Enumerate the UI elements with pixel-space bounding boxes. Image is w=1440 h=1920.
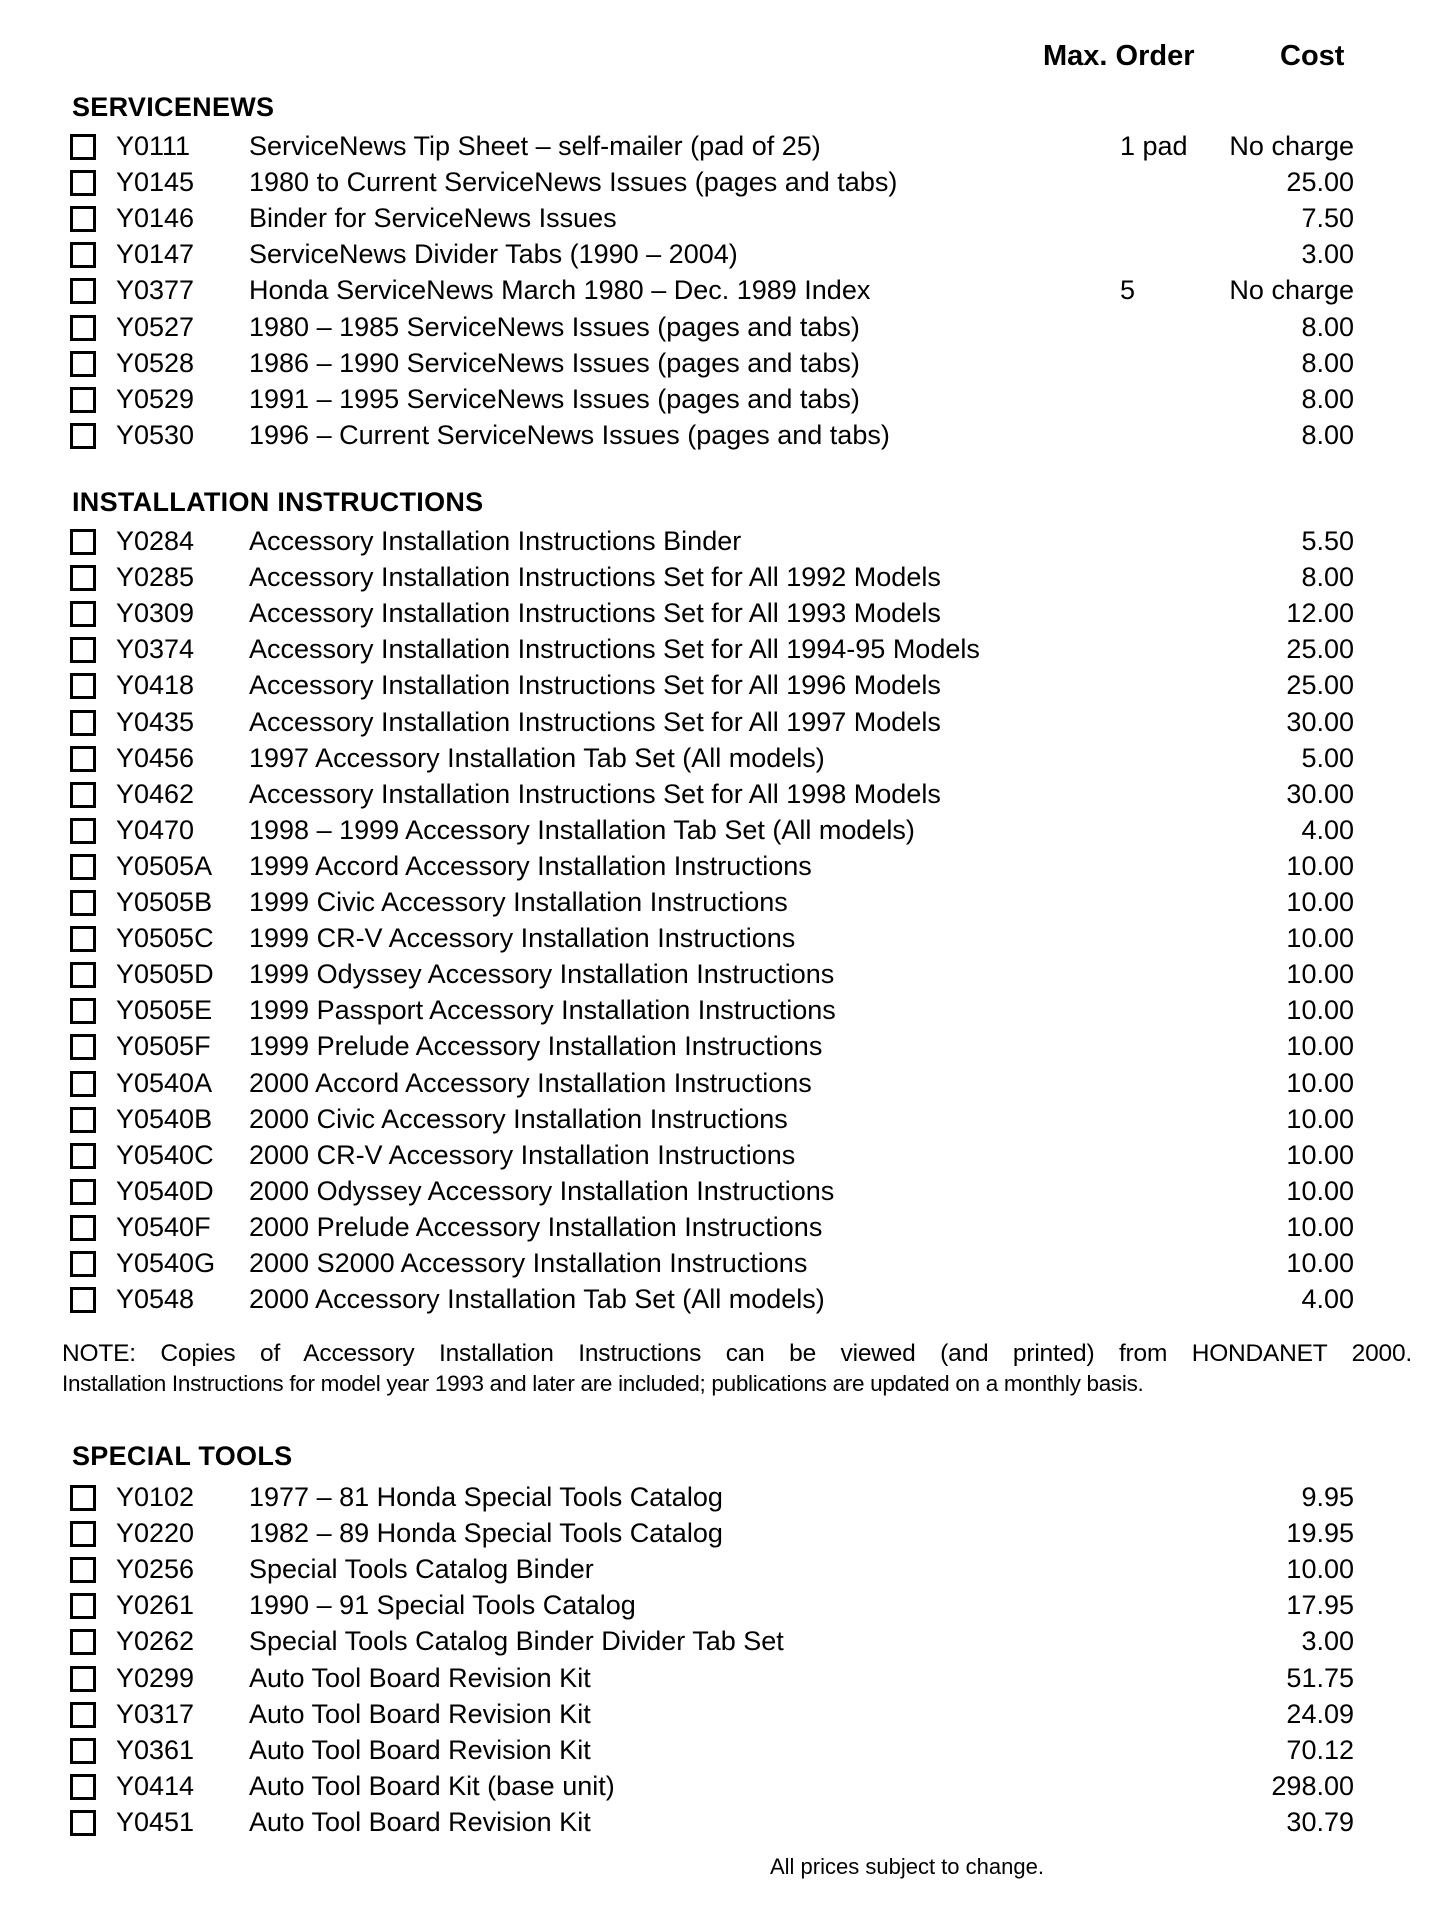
- item-code: Y0317: [116, 1698, 195, 1729]
- item-max-order: 5: [1120, 275, 1136, 306]
- order-item-row: [0, 1732, 1440, 1768]
- order-checkbox[interactable]: [70, 1738, 96, 1764]
- item-cost: 17.95: [1286, 1590, 1354, 1621]
- item-description: 1999 Passport Accessory Installation Instructions: [249, 995, 836, 1026]
- item-description: Special Tools Catalog Binder Divider Tab Set: [249, 1626, 784, 1657]
- item-cost: 9.95: [1301, 1482, 1354, 1512]
- order-checkbox[interactable]: [70, 1629, 96, 1655]
- order-item-row: [0, 559, 1440, 595]
- item-code: Y0505A: [116, 850, 213, 881]
- order-checkbox[interactable]: [70, 601, 96, 627]
- item-description: 1990 – 91 Special Tools Catalog: [249, 1590, 636, 1621]
- item-description: Accessory Installation Instructions Set for All 1997 Models: [249, 706, 941, 737]
- order-item-row: [0, 381, 1440, 417]
- order-item-row: [0, 1515, 1440, 1551]
- item-cost: 10.00: [1286, 1175, 1354, 1206]
- section-title: SPECIAL TOOLS: [72, 1441, 293, 1471]
- item-code: Y0256: [116, 1554, 195, 1585]
- item-code: Y0529: [116, 383, 195, 414]
- item-cost: 10.00: [1286, 1067, 1354, 1098]
- item-code: Y0374: [116, 634, 195, 665]
- item-cost: 3.00: [1301, 239, 1354, 270]
- order-item-row: [0, 1028, 1440, 1064]
- item-description: Auto Tool Board Revision Kit: [249, 1806, 591, 1837]
- item-code: Y0285: [116, 562, 195, 593]
- item-description: 1996 – Current ServiceNews Issues (pages and tabs): [249, 419, 890, 450]
- item-description: 2000 Accord Accessory Installation Instructions: [249, 1067, 812, 1098]
- order-item-row: [0, 848, 1440, 884]
- item-code: Y0435: [116, 706, 195, 737]
- item-code: Y0540A: [116, 1067, 213, 1098]
- item-cost: 12.00: [1286, 598, 1354, 629]
- order-checkbox[interactable]: [70, 1107, 96, 1133]
- item-description: 2000 Accessory Installation Tab Set (All models): [249, 1284, 825, 1315]
- item-code: Y0284: [116, 526, 195, 556]
- order-item-row: [0, 884, 1440, 920]
- order-checkbox[interactable]: [70, 1810, 96, 1836]
- order-item-row: [0, 1696, 1440, 1732]
- order-checkbox[interactable]: [70, 746, 96, 772]
- order-item-row: [0, 128, 1440, 164]
- order-checkbox[interactable]: [70, 1034, 96, 1060]
- order-item-row: [0, 1245, 1440, 1281]
- item-code: Y0451: [116, 1806, 195, 1837]
- item-cost: 10.00: [1286, 1554, 1354, 1585]
- order-checkbox[interactable]: [70, 1666, 96, 1692]
- order-item-row: [0, 1065, 1440, 1101]
- item-cost: 5.00: [1301, 742, 1354, 773]
- item-description: 1997 Accessory Installation Tab Set (All models): [249, 742, 825, 773]
- item-description: 1999 Prelude Accessory Installation Instructions: [249, 1031, 823, 1062]
- order-item-row: [0, 631, 1440, 667]
- item-description: 1991 – 1995 ServiceNews Issues (pages and tabs): [249, 383, 860, 414]
- item-cost: 298.00: [1271, 1770, 1354, 1801]
- order-item-row: [0, 704, 1440, 740]
- order-item-row: [0, 920, 1440, 956]
- order-item-row: [0, 1281, 1440, 1317]
- order-item-row: [0, 667, 1440, 703]
- item-code: Y0111: [116, 131, 191, 161]
- item-code: Y0147: [116, 239, 195, 270]
- item-cost: 10.00: [1286, 923, 1354, 954]
- order-checkbox[interactable]: [70, 1251, 96, 1277]
- item-code: Y0146: [116, 203, 195, 234]
- item-code: Y0540G: [116, 1248, 216, 1278]
- order-checkbox[interactable]: [70, 134, 96, 160]
- order-checkbox[interactable]: [70, 1143, 96, 1169]
- order-item-row: [0, 200, 1440, 236]
- order-item-row: [0, 1209, 1440, 1245]
- order-checkbox[interactable]: [70, 926, 96, 952]
- order-checkbox[interactable]: [70, 890, 96, 916]
- column-header-cost: Cost: [1280, 40, 1345, 72]
- order-item-row: [0, 776, 1440, 812]
- item-description: Binder for ServiceNews Issues: [249, 203, 617, 234]
- order-checkbox[interactable]: [70, 962, 96, 988]
- order-checkbox[interactable]: [70, 206, 96, 232]
- order-checkbox[interactable]: [70, 637, 96, 663]
- item-code: Y0540F: [116, 1211, 211, 1242]
- order-item-row: [0, 1137, 1440, 1173]
- item-code: Y0102: [116, 1482, 195, 1512]
- item-cost: 4.00: [1301, 814, 1354, 845]
- order-item-row: [0, 1768, 1440, 1804]
- item-code: Y0377: [116, 275, 195, 306]
- item-code: Y0414: [116, 1770, 195, 1801]
- order-checkbox[interactable]: [70, 1702, 96, 1728]
- item-cost: 25.00: [1286, 634, 1354, 665]
- order-item-row: [0, 812, 1440, 848]
- item-code: Y0505B: [116, 887, 213, 917]
- section-title: INSTALLATION INSTRUCTIONS: [72, 487, 484, 517]
- item-code: Y0530: [116, 419, 195, 450]
- order-item-row: [0, 1623, 1440, 1659]
- item-description: Auto Tool Board Revision Kit: [249, 1662, 591, 1693]
- order-checkbox[interactable]: [70, 1071, 96, 1097]
- item-description: 1999 Odyssey Accessory Installation Instructions: [249, 959, 835, 990]
- item-description: 2000 S2000 Accessory Installation Instructions: [249, 1248, 808, 1278]
- item-cost: 51.75: [1286, 1662, 1354, 1693]
- item-description: Accessory Installation Instructions Binder: [249, 526, 742, 556]
- order-checkbox[interactable]: [70, 1179, 96, 1205]
- item-code: Y0528: [116, 347, 195, 378]
- order-checkbox[interactable]: [70, 387, 96, 413]
- item-cost: 25.00: [1286, 167, 1354, 198]
- item-description: Accessory Installation Instructions Set for All 1996 Models: [249, 670, 941, 701]
- note-line-1: NOTE: Copies of Accessory Installation Instructions can be viewed (and printed) from HONDANET 2000.: [62, 1340, 1412, 1367]
- order-item-row: [0, 417, 1440, 453]
- order-checkbox[interactable]: [70, 1774, 96, 1800]
- item-description: Accessory Installation Instructions Set for All 1992 Models: [249, 562, 941, 593]
- order-item-row: [0, 523, 1440, 559]
- item-code: Y0540D: [116, 1175, 214, 1206]
- note-line-2: Installation Instructions for model year 1993 and later are included; publications are updated on a monthly basis.: [62, 1371, 1144, 1396]
- order-checkbox[interactable]: [70, 782, 96, 808]
- item-description: Auto Tool Board Revision Kit: [249, 1734, 591, 1765]
- item-cost: 4.00: [1301, 1284, 1354, 1315]
- order-item-row: [0, 1804, 1440, 1840]
- item-code: Y0540C: [116, 1139, 214, 1170]
- order-checkbox[interactable]: [70, 529, 96, 555]
- order-checkbox[interactable]: [70, 998, 96, 1024]
- item-code: Y0505E: [116, 995, 213, 1026]
- item-cost: No charge: [1229, 131, 1354, 161]
- item-description: Auto Tool Board Revision Kit: [249, 1698, 591, 1729]
- order-checkbox[interactable]: [70, 565, 96, 591]
- section-title: SERVICENEWS: [72, 92, 275, 122]
- item-description: 1999 Accord Accessory Installation Instructions: [249, 850, 812, 881]
- item-code: Y0456: [116, 742, 195, 773]
- order-item-row: [0, 1173, 1440, 1209]
- item-code: Y0309: [116, 598, 195, 629]
- item-description: Special Tools Catalog Binder: [249, 1554, 594, 1585]
- order-checkbox[interactable]: [70, 315, 96, 341]
- item-description: Accessory Installation Instructions Set for All 1993 Models: [249, 598, 941, 629]
- item-cost: 8.00: [1301, 311, 1354, 342]
- item-code: Y0505C: [116, 923, 214, 954]
- order-item-row: [0, 345, 1440, 381]
- order-checkbox[interactable]: [70, 1215, 96, 1241]
- order-checkbox[interactable]: [70, 1287, 96, 1313]
- item-code: Y0505F: [116, 1031, 211, 1062]
- item-description: 1998 – 1999 Accessory Installation Tab Set (All models): [249, 814, 915, 845]
- item-code: Y0462: [116, 778, 195, 809]
- item-cost: 7.50: [1301, 203, 1354, 234]
- item-description: Honda ServiceNews March 1980 – Dec. 1989 Index: [249, 275, 871, 306]
- item-cost: No charge: [1229, 275, 1354, 306]
- order-item-row: [0, 1101, 1440, 1137]
- item-code: Y0505D: [116, 959, 214, 990]
- item-code: Y0418: [116, 670, 195, 701]
- item-description: 1999 CR-V Accessory Installation Instructions: [249, 923, 796, 954]
- footer-disclaimer: All prices subject to change.: [770, 1854, 1044, 1879]
- order-checkbox[interactable]: [70, 278, 96, 304]
- item-cost: 30.00: [1286, 706, 1354, 737]
- order-checkbox[interactable]: [70, 854, 96, 880]
- item-description: Auto Tool Board Kit (base unit): [249, 1770, 615, 1801]
- item-cost: 70.12: [1286, 1734, 1354, 1765]
- item-cost: 24.09: [1286, 1698, 1354, 1729]
- item-code: Y0470: [116, 814, 195, 845]
- item-description: 1982 – 89 Honda Special Tools Catalog: [249, 1518, 723, 1549]
- item-cost: 10.00: [1286, 1031, 1354, 1062]
- item-cost: 10.00: [1286, 850, 1354, 881]
- item-cost: 19.95: [1286, 1518, 1354, 1549]
- item-code: Y0262: [116, 1626, 195, 1657]
- item-description: 1980 – 1985 ServiceNews Issues (pages and tabs): [249, 311, 860, 342]
- order-item-row: [0, 595, 1440, 631]
- order-checkbox[interactable]: [70, 1521, 96, 1547]
- order-item-row: [0, 740, 1440, 776]
- item-code: Y0299: [116, 1662, 195, 1693]
- item-cost: 5.50: [1301, 526, 1354, 556]
- order-checkbox[interactable]: [70, 423, 96, 449]
- item-cost: 10.00: [1286, 959, 1354, 990]
- item-cost: 10.00: [1286, 887, 1354, 917]
- item-cost: 3.00: [1301, 1626, 1354, 1657]
- order-checkbox[interactable]: [70, 242, 96, 268]
- item-cost: 8.00: [1301, 347, 1354, 378]
- item-cost: 10.00: [1286, 995, 1354, 1026]
- order-item-row: [0, 992, 1440, 1028]
- item-cost: 8.00: [1301, 419, 1354, 450]
- order-item-row: [0, 1551, 1440, 1587]
- item-cost: 25.00: [1286, 670, 1354, 701]
- item-description: 1977 – 81 Honda Special Tools Catalog: [249, 1482, 723, 1512]
- order-item-row: [0, 956, 1440, 992]
- item-description: Accessory Installation Instructions Set for All 1994-95 Models: [249, 634, 980, 665]
- item-cost: 8.00: [1301, 383, 1354, 414]
- item-max-order: 1 pad: [1120, 131, 1188, 161]
- item-code: Y0220: [116, 1518, 195, 1549]
- item-cost: 10.00: [1286, 1248, 1354, 1278]
- item-cost: 30.79: [1286, 1806, 1354, 1837]
- order-checkbox[interactable]: [70, 818, 96, 844]
- order-checkbox[interactable]: [70, 351, 96, 377]
- item-code: Y0261: [116, 1590, 195, 1621]
- order-item-row: [0, 1587, 1440, 1623]
- item-description: Accessory Installation Instructions Set for All 1998 Models: [249, 778, 941, 809]
- item-cost: 10.00: [1286, 1211, 1354, 1242]
- order-item-row: [0, 1660, 1440, 1696]
- order-item-row: [0, 272, 1440, 308]
- item-description: ServiceNews Divider Tabs (1990 – 2004): [249, 239, 738, 270]
- item-code: Y0145: [116, 167, 195, 198]
- order-checkbox[interactable]: [70, 170, 96, 196]
- item-code: Y0361: [116, 1734, 195, 1765]
- order-item-row: [0, 164, 1440, 200]
- note: [62, 1339, 1412, 1399]
- item-cost: 10.00: [1286, 1103, 1354, 1134]
- order-checkbox[interactable]: [70, 710, 96, 736]
- item-description: 2000 Civic Accessory Installation Instructions: [249, 1103, 788, 1134]
- order-item-row: [0, 309, 1440, 345]
- item-description: 1999 Civic Accessory Installation Instructions: [249, 887, 788, 917]
- item-cost: 10.00: [1286, 1139, 1354, 1170]
- order-checkbox[interactable]: [70, 1485, 96, 1511]
- item-code: Y0527: [116, 311, 195, 342]
- item-cost: 30.00: [1286, 778, 1354, 809]
- order-checkbox[interactable]: [70, 1593, 96, 1619]
- item-description: 2000 CR-V Accessory Installation Instructions: [249, 1139, 796, 1170]
- item-description: 2000 Prelude Accessory Installation Instructions: [249, 1211, 823, 1242]
- item-description: 2000 Odyssey Accessory Installation Instructions: [249, 1175, 835, 1206]
- item-description: 1980 to Current ServiceNews Issues (pages and tabs): [249, 167, 898, 198]
- item-description: ServiceNews Tip Sheet – self-mailer (pad of 25): [249, 131, 821, 161]
- item-code: Y0540B: [116, 1103, 213, 1134]
- order-item-row: [0, 1479, 1440, 1515]
- item-code: Y0548: [116, 1284, 195, 1315]
- order-item-row: [0, 236, 1440, 272]
- item-description: 1986 – 1990 ServiceNews Issues (pages and tabs): [249, 347, 860, 378]
- column-header-max-order: Max. Order: [1043, 40, 1195, 72]
- order-checkbox[interactable]: [70, 1557, 96, 1583]
- order-checkbox[interactable]: [70, 673, 96, 699]
- item-cost: 8.00: [1301, 562, 1354, 593]
